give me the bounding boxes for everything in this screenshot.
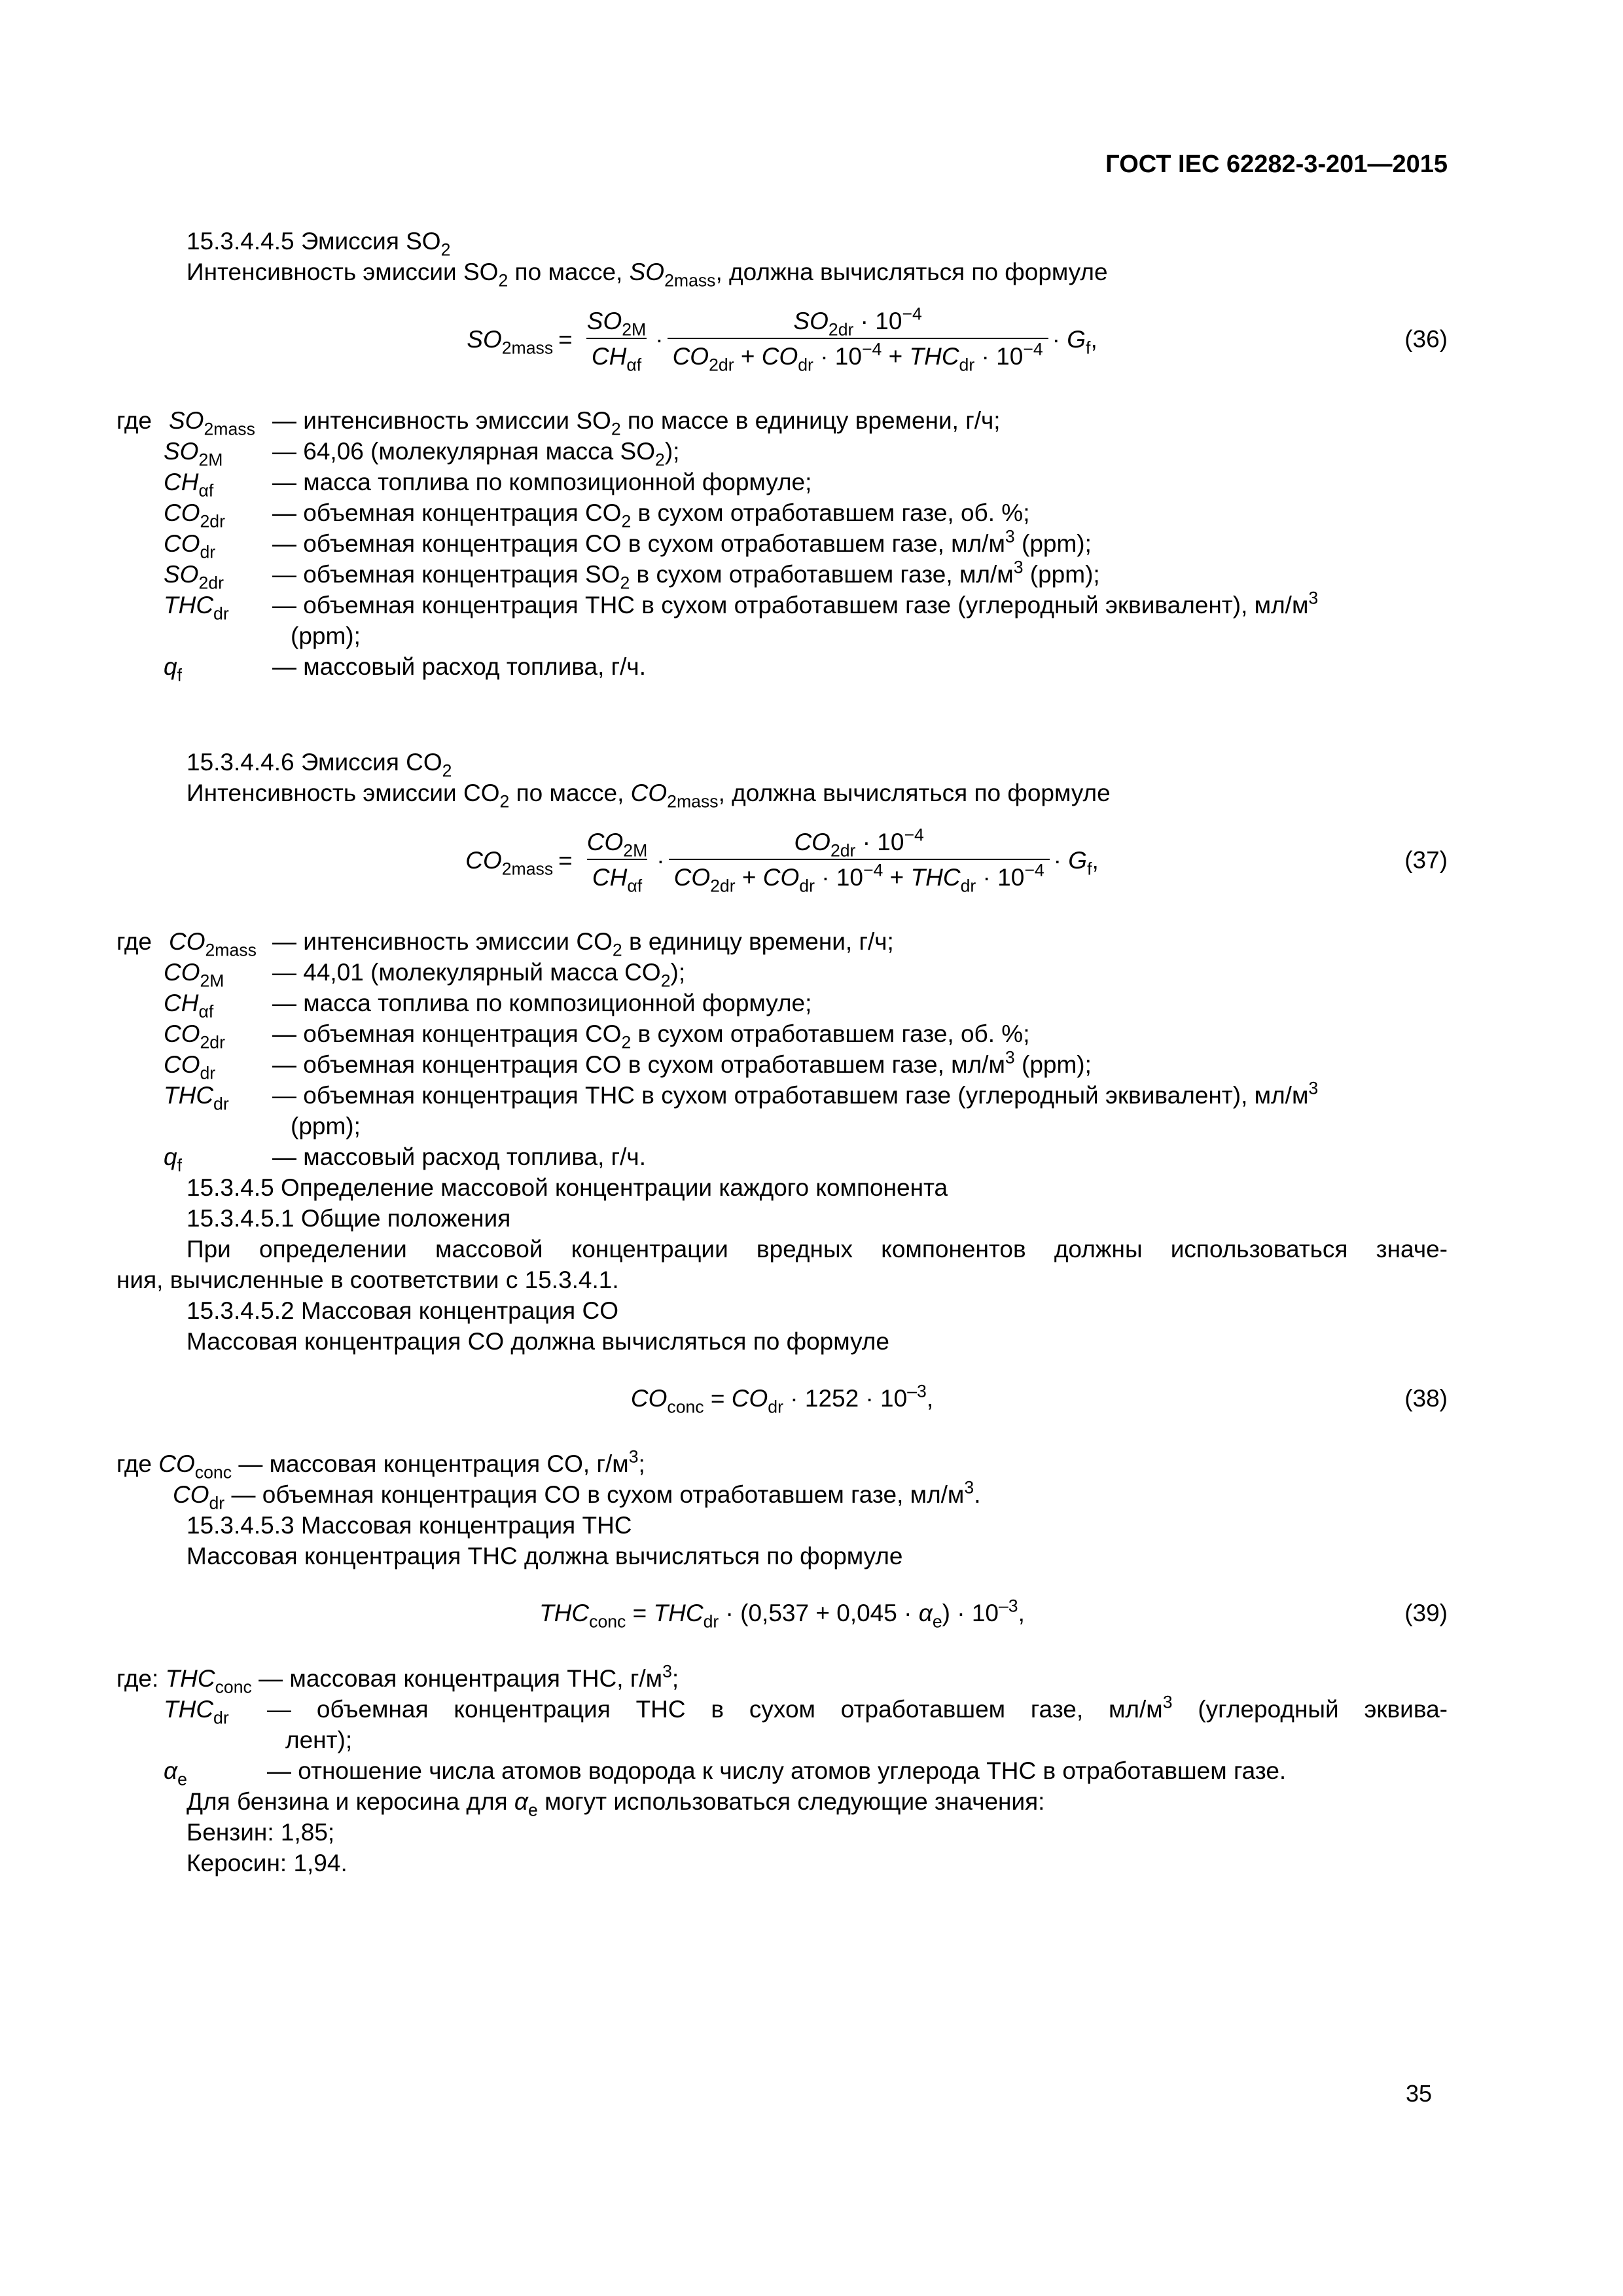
definition-symbol: $SO_{2dr}$	[164, 561, 224, 593]
heading-15-3-4-5-1: 15.3.4.5.1 Общие положения	[187, 1205, 511, 1232]
definition-text: — интенсивность эмиссии $CO_2$ в единицу времени, г/ч;	[272, 928, 894, 960]
definition-text: — объемная концентрация $CO_2$ в сухом отработавшем газе, об. %;	[272, 1020, 1030, 1052]
definition-text: — 64,06 (молекулярная масса $SO_2$);	[272, 438, 680, 470]
definition-text: — объемная концентрация $CO_2$ в сухом отработавшем газе, об. %;	[272, 499, 1030, 531]
document-header: ГОСТ IEC 62282-3-201—2015	[1105, 151, 1448, 178]
equation-39-number: (39)	[1404, 1600, 1448, 1626]
where-label: где	[116, 407, 152, 434]
definition-symbol: $CO_{dr}$	[164, 1051, 216, 1083]
heading-co-concentration: 15.3.4.5.2 Массовая концентрация CO	[187, 1297, 618, 1324]
definition-row	[116, 926, 1318, 960]
co-conc-intro: Массовая концентрация CO должна вычисляться по формуле	[187, 1328, 889, 1355]
equation-36-number: (36)	[1404, 325, 1448, 353]
definition-symbol: $CH_{\alpha f}$	[164, 990, 214, 1022]
equation-37	[116, 808, 1448, 912]
definition-text: — объемная концентрация $SO_2$ в сухом отработавшем газе, $мл/м^3$ (ppm);	[272, 557, 1100, 593]
definition-symbol: $CO_{2dr}$	[164, 1020, 225, 1052]
page-number: 35	[1405, 2080, 1432, 2107]
definition-row	[116, 1080, 1318, 1141]
where-label: где	[116, 928, 152, 955]
definition-row	[116, 590, 1318, 651]
equation-39-formula: $THC_{conc} = THC_{dr} \cdot (0,537 + 0,045 \cdot \alpha_e) \cdot 10^{-3}$,	[539, 1596, 1025, 1632]
thc-conc-intro: Массовая концентрация THC должна вычисляться по формуле	[187, 1543, 903, 1570]
definition-row	[116, 497, 1318, 531]
heading-15-3-4-5: 15.3.4.5 Определение массовой концентрации каждого компонента	[187, 1174, 948, 1201]
equation-38	[116, 1383, 1448, 1422]
definition-row	[116, 436, 1318, 470]
definition-text: — масса топлива по композиционной формуле;	[272, 469, 812, 495]
definition-row	[116, 405, 1318, 439]
definition-row	[116, 651, 1318, 685]
equation-37-formula: $CO_{2mass}$ = $\frac{CO_{2M}}{CH_{\alpha f}}$ · $\frac{CO_{2dr} \cdot 10^{-4}}{CO_{2dr} + CO_{dr} \cdot 10^{-4} + THC_{dr} \cdot 10^{-4}}$ · $G_f$,	[465, 825, 1099, 896]
co-conc-def1: где $CO_{conc}$ — массовая концентрация CO, $г/м^3$;	[116, 1446, 645, 1482]
definition-symbol: $CH_{\alpha f}$	[164, 469, 214, 501]
thc-conc-def1: где: $THC_{conc}$ — массовая концентрация THC, $г/м^3$;	[116, 1661, 679, 1697]
definition-text: — массовый расход топлива, г/ч.	[272, 653, 646, 680]
definition-symbol: $SO_{2mass}$	[169, 407, 255, 439]
thc-conc-def2: — объемная концентрация THC в сухом отработавшем газе, $мл/м^3$ (углеродный эквива-	[267, 1692, 1448, 1723]
so2-definitions	[116, 405, 1319, 685]
thc-conc-defs: $THC_{dr}$ — объемная концентрация THC в сухом отработавшем газе, $мл/м^3$ (углеродный эквива- лент); $\alpha_e$ — отношение числа атомов водорода к числу атомов углерода THC в отработавшем газе.	[164, 1692, 1448, 1789]
definition-text: — объемная концентрация CO в сухом отработавшем газе, $мл/м^3$ (ppm);	[272, 1047, 1092, 1078]
co2-intro: Интенсивность эмиссии $CO_2$ по массе, $CO_{2mass}$, должна вычисляться по формуле	[187, 780, 1111, 812]
definition-text: — 44,01 (молекулярный масса $CO_2$);	[272, 959, 686, 991]
heading-thc-concentration: 15.3.4.5.3 Массовая концентрация THC	[187, 1512, 632, 1539]
definition-symbol: $SO_{2M}$	[164, 438, 223, 470]
equation-37-number: (37)	[1404, 846, 1448, 874]
co-conc-def2: $CO_{dr}$ — объемная концентрация CO в сухом отработавшем газе, $мл/м^3$.	[173, 1477, 981, 1513]
co2-definitions	[116, 926, 1319, 1175]
heading-co2-emission: 15.3.4.4.6 Эмиссия $CO_2$	[187, 749, 452, 781]
definition-symbol: $THC_{dr}$	[164, 592, 229, 624]
definition-row	[116, 988, 1318, 1022]
definition-text: — массовый расход топлива, г/ч.	[272, 1143, 646, 1170]
equation-38-formula: $CO_{conc} = CO_{dr} \cdot 1252 \cdot 10^{-3}$,	[630, 1381, 934, 1417]
definition-text: — масса топлива по композиционной формуле;	[272, 990, 812, 1016]
general-text-line1: При определении массовой концентрации вредных компонентов должны использоваться значе-	[187, 1236, 1448, 1263]
definition-symbol: $CO_{dr}$	[164, 530, 216, 562]
kerosene-value: Керосин: 1,94.	[187, 1850, 348, 1876]
definition-row	[116, 526, 1318, 562]
definition-symbol: $CO_{2mass}$	[169, 928, 257, 960]
petrol-value: Бензин: 1,85;	[187, 1819, 335, 1846]
definition-symbol: $CO_{2dr}$	[164, 499, 225, 531]
general-text-line2: ния, вычисленные в соответствии с 15.3.4.1.	[116, 1266, 619, 1293]
alpha-values-intro: Для бензина и керосина для $\alpha_e$ могут использоваться следующие значения:	[187, 1788, 1045, 1820]
definition-row	[116, 957, 1318, 991]
definition-symbol: $THC_{dr}$	[164, 1082, 229, 1114]
definition-row	[116, 467, 1318, 501]
equation-38-number: (38)	[1404, 1385, 1448, 1412]
definition-row	[116, 1141, 1318, 1175]
definition-symbol: $CO_{2M}$	[164, 959, 224, 991]
thc-conc-def2-cont: лент);	[285, 1727, 353, 1753]
definition-symbol: $q_f$	[164, 1143, 182, 1175]
definition-symbol: $q_f$	[164, 653, 182, 685]
definition-row	[116, 1047, 1318, 1083]
section-co2	[116, 747, 1448, 1878]
equation-36	[116, 287, 1448, 391]
definition-row	[116, 1018, 1318, 1052]
section-so2	[116, 226, 1448, 685]
thc-conc-def3: — отношение числа атомов водорода к числу атомов углерода THC в отработавшем газе.	[267, 1757, 1287, 1784]
definition-text: — объемная концентрация THC в сухом отработавшем газе (углеродный эквивалент), $мл/м^3$ (ppm);	[272, 588, 1319, 649]
definition-text: — объемная концентрация CO в сухом отработавшем газе, $мл/м^3$ (ppm);	[272, 526, 1092, 557]
equation-39	[116, 1598, 1448, 1637]
equation-36-formula: $SO_{2mass}$ = $\frac{SO_{2M}}{CH_{\alpha f}}$ · $\frac{SO_{2dr} \cdot 10^{-4}}{CO_{2dr} + CO_{dr} \cdot 10^{-4} + THC_{dr} \cdot 10^{-4}}$ · $G_f$,	[467, 304, 1097, 375]
heading-so2-emission: 15.3.4.4.5 Эмиссия $SO_2$	[187, 228, 451, 260]
definition-text: — объемная концентрация THC в сухом отработавшем газе (углеродный эквивалент), $мл/м^3$ (ppm);	[272, 1078, 1319, 1139]
definition-row	[116, 557, 1318, 593]
so2-intro: Интенсивность эмиссии $SO_2$ по массе, $SO_{2mass}$, должна вычисляться по формуле	[187, 259, 1108, 291]
definition-text: — интенсивность эмиссии $SO_2$ по массе в единицу времени, г/ч;	[272, 407, 1001, 439]
